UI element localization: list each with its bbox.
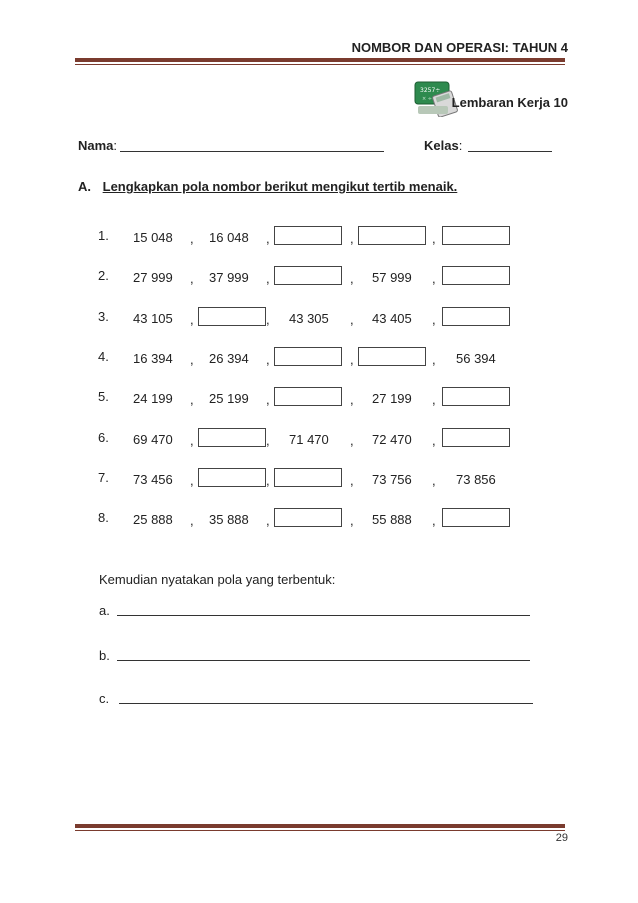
comma-separator: , bbox=[266, 392, 270, 407]
comma-separator: , bbox=[350, 352, 354, 367]
pattern-value: 16 394 bbox=[133, 351, 173, 366]
answer-box[interactable] bbox=[442, 266, 510, 285]
comma-separator: , bbox=[432, 433, 436, 448]
pattern-value: 26 394 bbox=[209, 351, 249, 366]
name-colon: : bbox=[113, 138, 118, 153]
pattern-value: 43 105 bbox=[133, 311, 173, 326]
followup-answer-c[interactable] bbox=[119, 689, 533, 704]
answer-box[interactable] bbox=[442, 307, 510, 326]
header-rule-thin bbox=[75, 64, 565, 65]
comma-separator: , bbox=[190, 513, 194, 528]
comma-separator: , bbox=[350, 312, 354, 327]
comma-separator: , bbox=[432, 231, 436, 246]
comma-separator: , bbox=[190, 352, 194, 367]
comma-separator: , bbox=[350, 392, 354, 407]
footer-rule-thin bbox=[75, 830, 565, 831]
pattern-value: 72 470 bbox=[372, 432, 412, 447]
row-number: 4. bbox=[98, 349, 109, 364]
pattern-value: 43 305 bbox=[289, 311, 329, 326]
comma-separator: , bbox=[432, 352, 436, 367]
worksheet-title: Lembaran Kerja 10 bbox=[451, 95, 568, 110]
answer-box[interactable] bbox=[274, 468, 342, 487]
name-field[interactable] bbox=[120, 137, 384, 152]
name-label: Nama bbox=[78, 138, 114, 153]
comma-separator: , bbox=[432, 271, 436, 286]
pattern-value: 27 999 bbox=[133, 270, 173, 285]
answer-box[interactable] bbox=[442, 226, 510, 245]
pattern-value: 73 456 bbox=[133, 472, 173, 487]
answer-box[interactable] bbox=[274, 508, 342, 527]
row-number: 7. bbox=[98, 470, 109, 485]
pattern-value: 35 888 bbox=[209, 512, 249, 527]
comma-separator: , bbox=[350, 513, 354, 528]
pattern-value: 55 888 bbox=[372, 512, 412, 527]
comma-separator: , bbox=[190, 231, 194, 246]
row-number: 8. bbox=[98, 510, 109, 525]
comma-separator: , bbox=[350, 231, 354, 246]
comma-separator: , bbox=[350, 433, 354, 448]
svg-text:3257÷: 3257÷ bbox=[420, 87, 441, 94]
comma-separator: , bbox=[432, 513, 436, 528]
answer-box[interactable] bbox=[274, 387, 342, 406]
answer-box[interactable] bbox=[198, 468, 266, 487]
section-a-heading bbox=[78, 179, 457, 194]
comma-separator: , bbox=[266, 513, 270, 528]
class-label-wrap bbox=[424, 138, 462, 153]
comma-separator: , bbox=[266, 433, 270, 448]
comma-separator: , bbox=[432, 392, 436, 407]
comma-separator: , bbox=[190, 433, 194, 448]
pattern-value: 56 394 bbox=[456, 351, 496, 366]
svg-text:× ÷: × ÷ bbox=[422, 96, 432, 102]
header-rule bbox=[75, 58, 565, 62]
answer-box[interactable] bbox=[358, 226, 426, 245]
pattern-value: 37 999 bbox=[209, 270, 249, 285]
answer-box[interactable] bbox=[274, 266, 342, 285]
answer-box[interactable] bbox=[274, 347, 342, 366]
followup-prompt: Kemudian nyatakan pola yang terbentuk: bbox=[99, 572, 336, 587]
answer-box[interactable] bbox=[442, 508, 510, 527]
answer-box[interactable] bbox=[198, 428, 266, 447]
comma-separator: , bbox=[190, 312, 194, 327]
pattern-value: 57 999 bbox=[372, 270, 412, 285]
footer-rule bbox=[75, 824, 565, 828]
comma-separator: , bbox=[350, 473, 354, 488]
pattern-value: 69 470 bbox=[133, 432, 173, 447]
pattern-value: 24 199 bbox=[133, 391, 173, 406]
row-number: 2. bbox=[98, 268, 109, 283]
followup-item-a-label: a. bbox=[99, 603, 110, 618]
class-label: Kelas bbox=[424, 138, 459, 153]
row-number: 5. bbox=[98, 389, 109, 404]
comma-separator: , bbox=[190, 271, 194, 286]
answer-box[interactable] bbox=[358, 347, 426, 366]
name-label-wrap bbox=[78, 138, 117, 153]
comma-separator: , bbox=[432, 473, 436, 488]
answer-box[interactable] bbox=[442, 387, 510, 406]
pattern-value: 73 856 bbox=[456, 472, 496, 487]
followup-item-b-label: b. bbox=[99, 648, 110, 663]
comma-separator: , bbox=[350, 271, 354, 286]
pattern-value: 25 199 bbox=[209, 391, 249, 406]
followup-answer-a[interactable] bbox=[117, 601, 530, 616]
comma-separator: , bbox=[266, 352, 270, 367]
page-number: 29 bbox=[555, 832, 568, 844]
pattern-value: 25 888 bbox=[133, 512, 173, 527]
row-number: 3. bbox=[98, 309, 109, 324]
comma-separator: , bbox=[190, 473, 194, 488]
comma-separator: , bbox=[190, 392, 194, 407]
pattern-value: 16 048 bbox=[209, 230, 249, 245]
row-number: 1. bbox=[98, 228, 109, 243]
comma-separator: , bbox=[266, 271, 270, 286]
comma-separator: , bbox=[266, 473, 270, 488]
section-a-instruction: Lengkapkan pola nombor berikut mengikut tertib menaik. bbox=[102, 179, 458, 194]
class-colon: : bbox=[458, 138, 463, 153]
comma-separator: , bbox=[432, 312, 436, 327]
pattern-value: 71 470 bbox=[289, 432, 329, 447]
header-title: NOMBOR DAN OPERASI: TAHUN 4 bbox=[351, 40, 568, 55]
pattern-value: 73 756 bbox=[372, 472, 412, 487]
answer-box[interactable] bbox=[442, 428, 510, 447]
followup-item-c-label: c. bbox=[99, 691, 110, 706]
answer-box[interactable] bbox=[274, 226, 342, 245]
comma-separator: , bbox=[266, 312, 270, 327]
pattern-value: 15 048 bbox=[133, 230, 173, 245]
section-a-letter: A. bbox=[78, 179, 91, 194]
followup-answer-b[interactable] bbox=[117, 646, 530, 661]
pattern-value: 43 405 bbox=[372, 311, 412, 326]
pattern-value: 27 199 bbox=[372, 391, 412, 406]
class-field[interactable] bbox=[468, 137, 552, 152]
row-number: 6. bbox=[98, 430, 109, 445]
answer-box[interactable] bbox=[198, 307, 266, 326]
comma-separator: , bbox=[266, 231, 270, 246]
